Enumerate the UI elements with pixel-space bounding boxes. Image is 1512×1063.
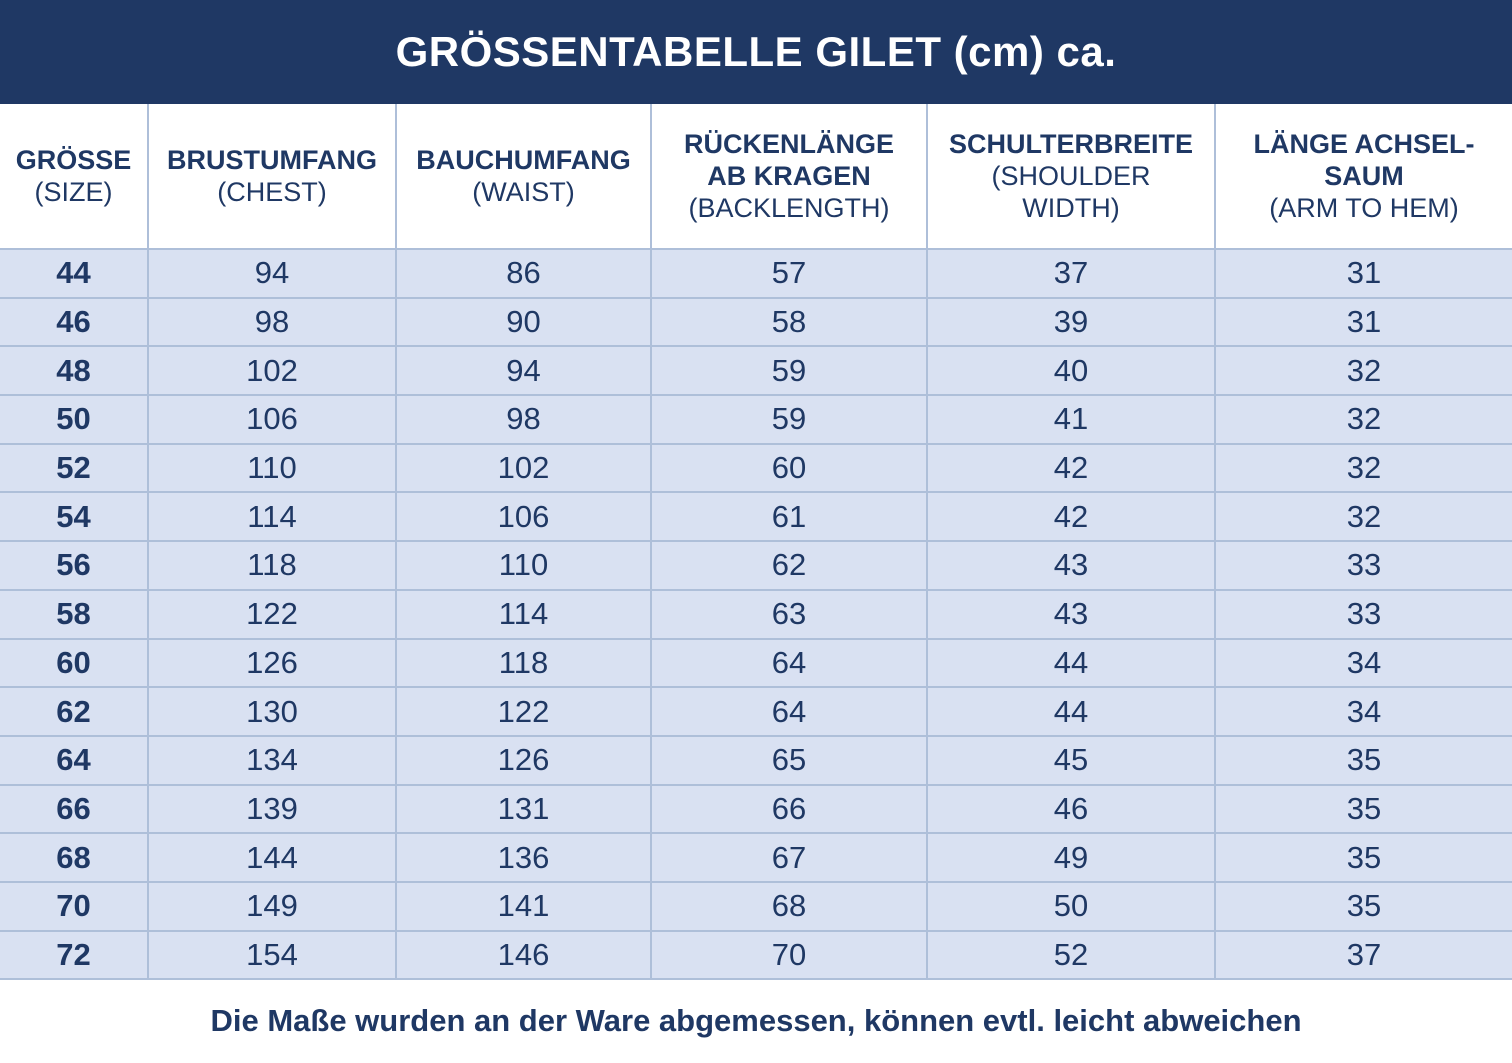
measurement-cell: 141 xyxy=(396,882,651,931)
measurement-cell: 45 xyxy=(927,736,1215,785)
measurement-cell: 59 xyxy=(651,346,927,395)
measurement-cell: 110 xyxy=(148,444,396,493)
measurement-cell: 32 xyxy=(1215,444,1512,493)
size-cell: 56 xyxy=(0,541,148,590)
measurement-cell: 49 xyxy=(927,833,1215,882)
footer-note: Die Maße wurden an der Ware abgemessen, können evtl. leicht abweichen xyxy=(210,1003,1302,1038)
measurement-cell: 90 xyxy=(396,298,651,347)
measurement-cell: 64 xyxy=(651,639,927,688)
table-row xyxy=(0,298,1512,347)
measurement-cell: 39 xyxy=(927,298,1215,347)
table-row xyxy=(0,687,1512,736)
measurement-cell: 44 xyxy=(927,687,1215,736)
measurement-cell: 31 xyxy=(1215,249,1512,298)
measurement-cell: 114 xyxy=(148,492,396,541)
measurement-cell: 146 xyxy=(396,931,651,980)
measurement-cell: 40 xyxy=(927,346,1215,395)
measurement-cell: 118 xyxy=(148,541,396,590)
table-row xyxy=(0,736,1512,785)
measurement-cell: 52 xyxy=(927,931,1215,980)
column-header-sub: (SHOULDER WIDTH) xyxy=(991,161,1151,223)
column-header-main: LÄNGE ACHSEL- SAUM xyxy=(1253,129,1475,191)
measurement-cell: 86 xyxy=(396,249,651,298)
measurement-cell: 110 xyxy=(396,541,651,590)
column-header-size xyxy=(0,104,148,249)
size-cell: 58 xyxy=(0,590,148,639)
column-header-arm-to-hem xyxy=(1215,104,1512,249)
measurement-cell: 102 xyxy=(148,346,396,395)
measurement-cell: 59 xyxy=(651,395,927,444)
measurement-cell: 34 xyxy=(1215,639,1512,688)
table-row xyxy=(0,249,1512,298)
measurement-cell: 149 xyxy=(148,882,396,931)
table-body xyxy=(0,249,1512,979)
measurement-cell: 94 xyxy=(148,249,396,298)
measurement-cell: 63 xyxy=(651,590,927,639)
column-header-sub: (CHEST) xyxy=(217,177,327,207)
table-row xyxy=(0,590,1512,639)
column-header-waist xyxy=(396,104,651,249)
measurement-cell: 33 xyxy=(1215,541,1512,590)
column-header-shoulder-width xyxy=(927,104,1215,249)
measurement-cell: 139 xyxy=(148,785,396,834)
measurement-cell: 126 xyxy=(396,736,651,785)
table-row xyxy=(0,882,1512,931)
measurement-cell: 31 xyxy=(1215,298,1512,347)
table-row xyxy=(0,541,1512,590)
measurement-cell: 98 xyxy=(148,298,396,347)
measurement-cell: 37 xyxy=(927,249,1215,298)
size-cell: 48 xyxy=(0,346,148,395)
column-header-backlength xyxy=(651,104,927,249)
measurement-cell: 64 xyxy=(651,687,927,736)
measurement-cell: 134 xyxy=(148,736,396,785)
column-header-sub: (WAIST) xyxy=(472,177,575,207)
table-row xyxy=(0,395,1512,444)
column-header-main: GRÖSSE xyxy=(15,145,132,175)
measurement-cell: 122 xyxy=(148,590,396,639)
table-row xyxy=(0,833,1512,882)
column-header-main: BRUSTUMFANG xyxy=(167,145,377,175)
measurement-cell: 41 xyxy=(927,395,1215,444)
measurement-cell: 94 xyxy=(396,346,651,395)
measurement-cell: 68 xyxy=(651,882,927,931)
title-bar xyxy=(0,0,1512,104)
measurement-cell: 126 xyxy=(148,639,396,688)
table-row xyxy=(0,639,1512,688)
measurement-cell: 65 xyxy=(651,736,927,785)
measurement-cell: 35 xyxy=(1215,882,1512,931)
measurement-cell: 66 xyxy=(651,785,927,834)
measurement-cell: 58 xyxy=(651,298,927,347)
size-cell: 54 xyxy=(0,492,148,541)
measurement-cell: 34 xyxy=(1215,687,1512,736)
measurement-cell: 50 xyxy=(927,882,1215,931)
measurement-cell: 67 xyxy=(651,833,927,882)
measurement-cell: 144 xyxy=(148,833,396,882)
column-header-main: SCHULTERBREITE xyxy=(948,129,1193,159)
measurement-cell: 32 xyxy=(1215,492,1512,541)
table-row xyxy=(0,444,1512,493)
size-cell: 72 xyxy=(0,931,148,980)
column-header-sub: (BACKLENGTH) xyxy=(688,193,890,223)
size-cell: 52 xyxy=(0,444,148,493)
column-header-main: RÜCKENLÄNGE AB KRAGEN xyxy=(683,129,894,191)
measurement-cell: 46 xyxy=(927,785,1215,834)
measurement-cell: 61 xyxy=(651,492,927,541)
measurement-cell: 57 xyxy=(651,249,927,298)
measurement-cell: 32 xyxy=(1215,395,1512,444)
measurement-cell: 44 xyxy=(927,639,1215,688)
measurement-cell: 35 xyxy=(1215,785,1512,834)
measurement-cell: 102 xyxy=(396,444,651,493)
table-row xyxy=(0,346,1512,395)
table-header-row xyxy=(0,104,1512,249)
measurement-cell: 136 xyxy=(396,833,651,882)
size-cell: 66 xyxy=(0,785,148,834)
size-cell: 44 xyxy=(0,249,148,298)
measurement-cell: 35 xyxy=(1215,833,1512,882)
size-cell: 60 xyxy=(0,639,148,688)
size-cell: 50 xyxy=(0,395,148,444)
table-row xyxy=(0,492,1512,541)
size-cell: 46 xyxy=(0,298,148,347)
column-header-main: BAUCHUMFANG xyxy=(416,145,631,175)
measurement-cell: 43 xyxy=(927,541,1215,590)
measurement-cell: 42 xyxy=(927,492,1215,541)
measurement-cell: 35 xyxy=(1215,736,1512,785)
measurement-cell: 106 xyxy=(396,492,651,541)
column-header-sub: (ARM TO HEM) xyxy=(1269,193,1459,223)
measurement-cell: 43 xyxy=(927,590,1215,639)
measurement-cell: 32 xyxy=(1215,346,1512,395)
size-cell: 68 xyxy=(0,833,148,882)
measurement-cell: 154 xyxy=(148,931,396,980)
measurement-cell: 130 xyxy=(148,687,396,736)
measurement-cell: 98 xyxy=(396,395,651,444)
table-row xyxy=(0,785,1512,834)
column-header-chest xyxy=(148,104,396,249)
measurement-cell: 114 xyxy=(396,590,651,639)
measurement-cell: 37 xyxy=(1215,931,1512,980)
measurement-cell: 33 xyxy=(1215,590,1512,639)
column-header-sub: (SIZE) xyxy=(34,177,113,207)
table-row xyxy=(0,931,1512,980)
size-table xyxy=(0,104,1512,980)
measurement-cell: 70 xyxy=(651,931,927,980)
measurement-cell: 42 xyxy=(927,444,1215,493)
measurement-cell: 118 xyxy=(396,639,651,688)
size-cell: 70 xyxy=(0,882,148,931)
page-title: GRÖSSENTABELLE GILET (cm) ca. xyxy=(395,28,1117,75)
size-cell: 62 xyxy=(0,687,148,736)
measurement-cell: 62 xyxy=(651,541,927,590)
measurement-cell: 131 xyxy=(396,785,651,834)
measurement-cell: 122 xyxy=(396,687,651,736)
measurement-cell: 60 xyxy=(651,444,927,493)
size-cell: 64 xyxy=(0,736,148,785)
measurement-cell: 106 xyxy=(148,395,396,444)
